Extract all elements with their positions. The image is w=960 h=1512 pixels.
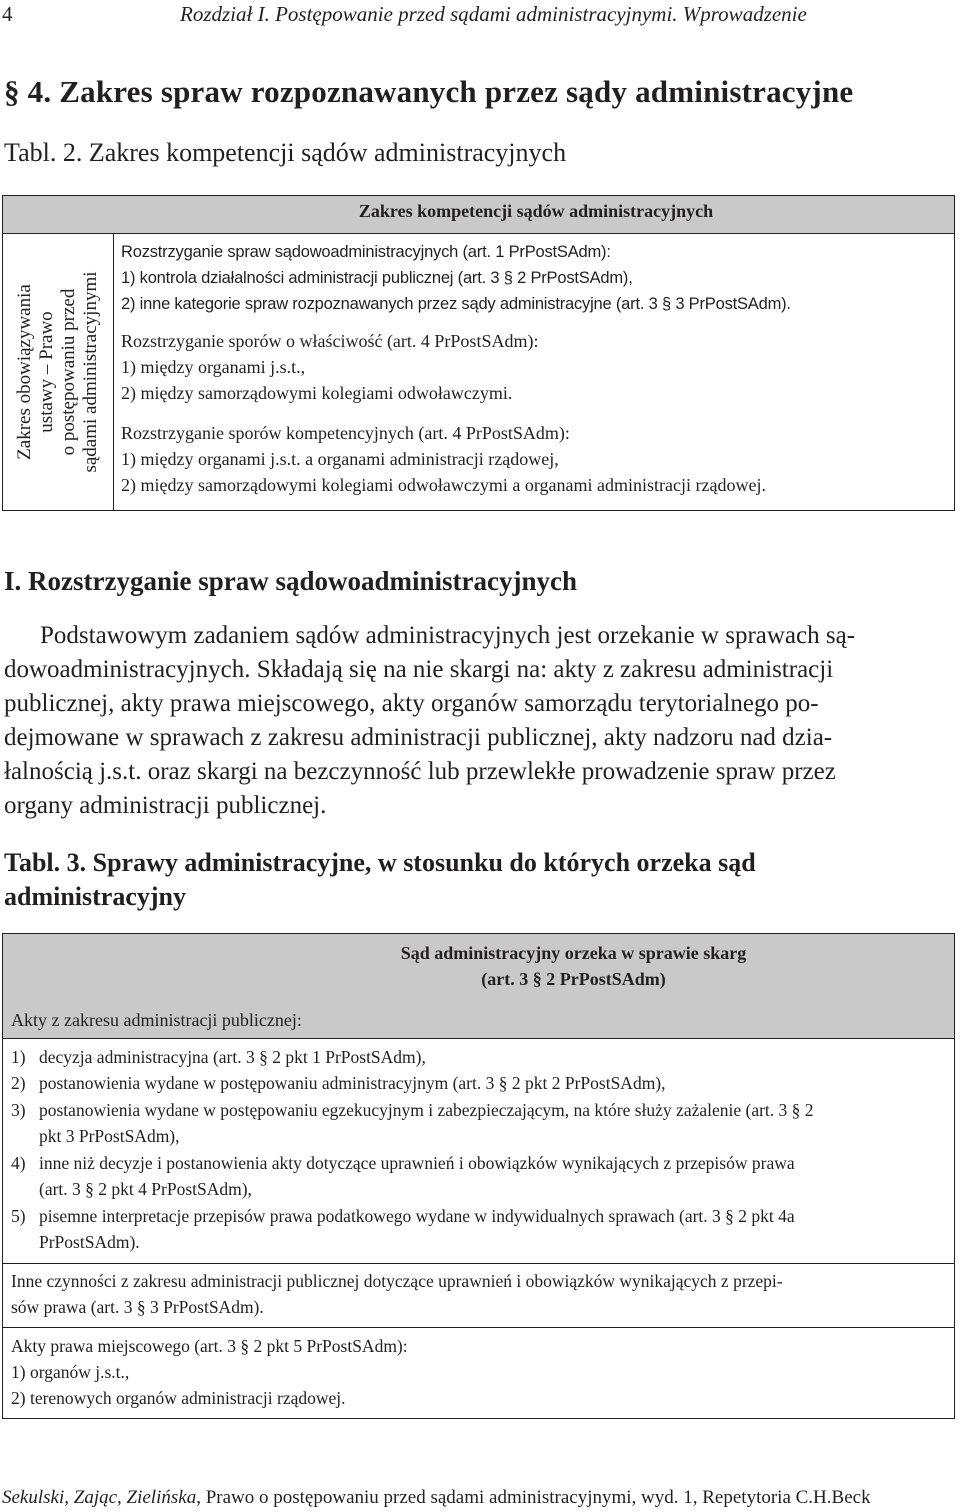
item-number: 2)	[11, 1073, 26, 1093]
list-item: 1) między organami j.s.t. a organami administracji rządowej,	[121, 449, 559, 469]
page-number: 4	[2, 2, 13, 26]
group-heading: Rozstrzyganie sporów o właściwość (art. 4 PrPostSAdm):	[121, 331, 539, 351]
side-label	[14, 242, 102, 502]
acts-label: Akty z zakresu administracji publicznej:	[11, 1010, 302, 1030]
item-number: 1)	[11, 1047, 26, 1067]
table-header-text: Sąd administracyjny orzeka w sprawie skarg	[400, 943, 747, 963]
other-activities-line: Inne czynności z zakresu administracji publicznej dotyczące uprawnień i obowiązków wynikających z przepi-	[11, 1271, 783, 1291]
list-item: 1) między organami j.s.t.,	[121, 357, 306, 377]
list-item: decyzja administracyjna (art. 3 § 2 pkt 1 PrPostSAdm),	[39, 1047, 426, 1067]
group-heading: Rozstrzyganie sporów kompetencyjnych (art. 4 PrPostSAdm):	[121, 423, 570, 443]
other-activities-line: sów prawa (art. 3 § 3 PrPostSAdm).	[11, 1297, 264, 1317]
table-header	[3, 196, 954, 233]
paragraph-line: dejmowane w sprawach z zakresu administracji publicznej, akty nadzoru nad dzia-	[4, 724, 833, 751]
administrative-cases-table	[2, 933, 955, 1419]
list-item: postanowienia wydane w postępowaniu egzekucyjnym i zabezpieczającym, na które służy zażalenie (art. 3 § 2	[39, 1100, 814, 1120]
section-title: § 4. Zakres spraw rozpoznawanych przez sądy administracyjne	[4, 74, 854, 109]
row-divider	[3, 1263, 954, 1264]
paragraph-line: Podstawowym zadaniem sądów administracyjnych jest orzekanie w sprawach są-	[40, 622, 856, 649]
competence-list	[114, 233, 954, 510]
list-item-continuation: PrPostSAdm).	[39, 1232, 140, 1252]
section-heading: I. Rozstrzyganie spraw sądowoadministracyjnych	[4, 566, 577, 596]
list-item-continuation: pkt 3 PrPostSAdm),	[39, 1126, 180, 1146]
item-number: 4)	[11, 1153, 26, 1173]
list-item: 2) między samorządowymi kolegiami odwoławczymi.	[121, 383, 513, 403]
table-header-text: Zakres kompetencji sądów administracyjnych	[358, 201, 714, 221]
local-law-heading: Akty prawa miejscowego (art. 3 § 2 pkt 5 PrPostSAdm):	[11, 1336, 408, 1356]
table3-caption: Tabl. 3. Sprawy administracyjne, w stosunku do których orzeka sąd	[4, 848, 756, 877]
table3-caption: administracyjny	[4, 882, 186, 911]
running-header: Rozdział I. Postępowanie przed sądami administracyjnymi. Wprowadzenie	[180, 2, 807, 26]
item-number: 3)	[11, 1100, 26, 1120]
table-header	[3, 934, 954, 1039]
group-heading: Rozstrzyganie spraw sądowoadministracyjnych (art. 1 PrPostSAdm):	[121, 243, 611, 261]
table2-caption: Tabl. 2. Zakres kompetencji sądów administracyjnych	[4, 138, 567, 167]
paragraph-line: dowoadministracyjnych. Składają się na nie skargi na: akty z zakresu administracji	[4, 656, 834, 683]
list-item: 1) organów j.s.t.,	[11, 1362, 130, 1382]
side-label-cell	[3, 233, 114, 510]
item-number: 5)	[11, 1206, 26, 1226]
footer-authors: Sekulski, Zając, Zielińska	[2, 1487, 197, 1508]
list-item-continuation: (art. 3 § 2 pkt 4 PrPostSAdm),	[39, 1179, 252, 1199]
paragraph-line: organy administracji publicznej.	[4, 792, 327, 819]
competence-table	[2, 195, 955, 511]
footer-title: , Prawo o postępowaniu przed sądami administracyjnymi, wyd. 1, Repetytoria C.H.Beck	[196, 1487, 871, 1508]
row-divider	[3, 1327, 954, 1328]
list-item: inne niż decyzje i postanowienia akty dotyczące uprawnień i obowiązków wynikających z przepisów prawa	[39, 1153, 795, 1173]
table-header-text: (art. 3 § 2 PrPostSAdm)	[481, 969, 666, 989]
side-label-line: sądami administracyjnymi	[80, 271, 101, 473]
side-label-line: ustawy – Prawo	[36, 311, 57, 433]
footer	[2, 1487, 871, 1509]
list-item: 1) kontrola działalności administracji publicznej (art. 3 § 2 PrPostSAdm),	[121, 269, 633, 287]
list-item: 2) terenowych organów administracji rządowej.	[11, 1388, 346, 1408]
list-item: pisemne interpretacje przepisów prawa podatkowego wydane w indywidualnych sprawach (art. 3 § 2 pkt 4a	[39, 1206, 795, 1226]
list-item: postanowienia wydane w postępowaniu administracyjnym (art. 3 § 2 pkt 2 PrPostSAdm),	[39, 1073, 666, 1093]
side-label-line: o postępowaniu przed	[58, 288, 79, 456]
paragraph-line: publicznej, akty prawa miejscowego, akty organów samorządu terytorialnego po-	[4, 690, 819, 717]
paragraph-line: łalnością j.s.t. oraz skargi na bezczynność lub przewlekłe prowadzenie spraw przez	[4, 758, 836, 785]
side-label-line: Zakres obowiązywania	[14, 284, 35, 460]
list-item: 2) między samorządowymi kolegiami odwoławczymi a organami administracji rządowej.	[121, 475, 766, 495]
list-item: 2) inne kategorie spraw rozpoznawanych przez sądy administracyjne (art. 3 § 3 PrPostSAdm).	[121, 295, 791, 313]
